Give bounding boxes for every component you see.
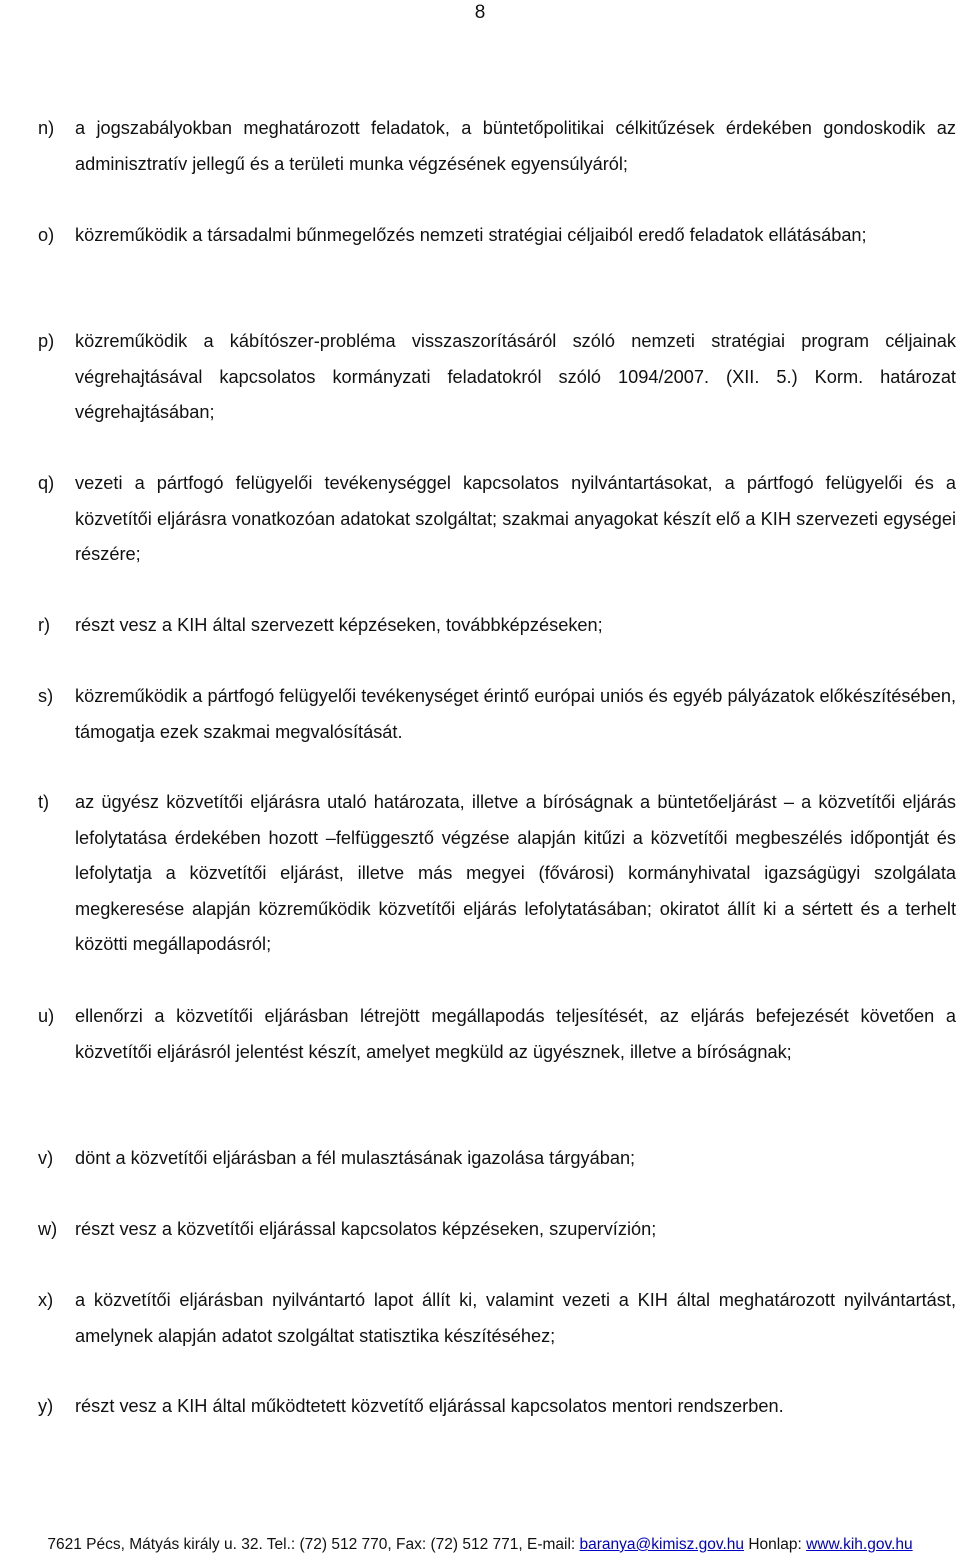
homepage-link[interactable]: www.kih.gov.hu [806,1536,913,1553]
item-text: részt vesz a közvetítői eljárással kapcsolatos képzéseken, szupervízión; [75,1219,657,1239]
item-label: p) [38,331,55,351]
list-item-s [38,679,956,750]
item-label: t) [38,792,50,812]
item-label: q) [38,473,55,493]
list-item-q [38,466,956,573]
item-text: vezeti a pártfogó felügyelői tevékenységgel kapcsolatos nyilvántartásokat, a pártfogó felügyelői és a közvetítői eljárásra vonatkozóan adatokat szolgáltat; szakmai anyagokat készít elő a KIH szervezeti egységei részére; [75,473,956,564]
item-text: a jogszabályokban meghatározott feladatok, a büntetőpolitikai célkitűzések érdekében gondoskodik az adminisztratív jellegű és a területi munka végzésének egyensúlyáról; [75,118,956,174]
page-number: 8 [474,2,486,23]
item-label: w) [38,1219,58,1239]
footer-address: 7621 Pécs, Mátyás király u. 32. Tel.: (72) 512 770, Fax: (72) 512 771, E-mail: [47,1536,580,1553]
list-item-r [38,608,956,644]
item-text: dönt a közvetítői eljárásban a fél mulasztásának igazolása tárgyában; [75,1148,636,1168]
item-text: részt vesz a KIH által működtetett közvetítő eljárással kapcsolatos mentori rendszerben. [75,1396,784,1416]
list-item-t [38,785,956,963]
list-item-x [38,1283,956,1354]
item-label: u) [38,1006,55,1026]
item-text: az ügyész közvetítői eljárásra utaló határozata, illetve a bíróságnak a büntetőeljárást – a közvetítői eljárás lefolytatása érdekében hozott –felfüggesztő végzése alapján kitűzi a közvetítői megbeszélés időpontját és lefolytatja a közvetítői eljárást, illetve más megyei (fővárosi) kormányhivatal igazságügyi szolgálata megkeresése alapján közreműködik közvetítői eljárás lefolytatásában; okiratot állít ki a sértett és a terhelt közötti megállapodásról; [75,792,956,954]
list-item-v [38,1141,956,1177]
list-item-y [38,1389,956,1425]
page-footer [0,1536,960,1554]
item-text: a közvetítői eljárásban nyilvántartó lapot állít ki, valamint vezeti a KIH által meghatározott nyilvántartást, amelynek alapján adatot szolgáltat statisztika készítéséhez; [75,1290,956,1346]
item-label: n) [38,118,55,138]
item-text: közreműködik a kábítószer-probléma visszaszorításáról szóló nemzeti stratégiai program céljainak végrehajtásával kapcsolatos kormányzati feladatokról szóló 1094/2007. (XII. 5.) Korm. határozat végrehajtásában; [75,331,956,422]
item-text: közreműködik a társadalmi bűnmegelőzés nemzeti stratégiai céljaiból eredő feladatok ellátásában; [75,225,867,245]
item-label: x) [38,1290,54,1310]
item-text: ellenőrzi a közvetítői eljárásban létrejött megállapodás teljesítését, az eljárás befejezését követően a közvetítői eljárásról jelentést készít, amelyet megküld az ügyésznek, illetve a bíróságnak; [75,1006,956,1062]
list-item-n [38,111,956,182]
list-item-p [38,324,956,431]
item-label: s) [38,686,54,706]
list-item-o [38,218,956,254]
item-label: r) [38,615,51,635]
item-label: v) [38,1148,54,1168]
item-label: y) [38,1396,54,1416]
list-item-u [38,999,956,1070]
item-text: közreműködik a pártfogó felügyelői tevékenységet érintő európai uniós és egyéb pályázatok előkészítésében, támogatja ezek szakmai megvalósítását. [75,686,956,742]
item-text: részt vesz a KIH által szervezett képzéseken, továbbképzéseken; [75,615,603,635]
list-item-w [38,1212,956,1248]
item-label: o) [38,225,55,245]
email-link[interactable]: baranya@kimisz.gov.hu [579,1536,745,1553]
homepage-label: Honlap: [744,1536,807,1553]
